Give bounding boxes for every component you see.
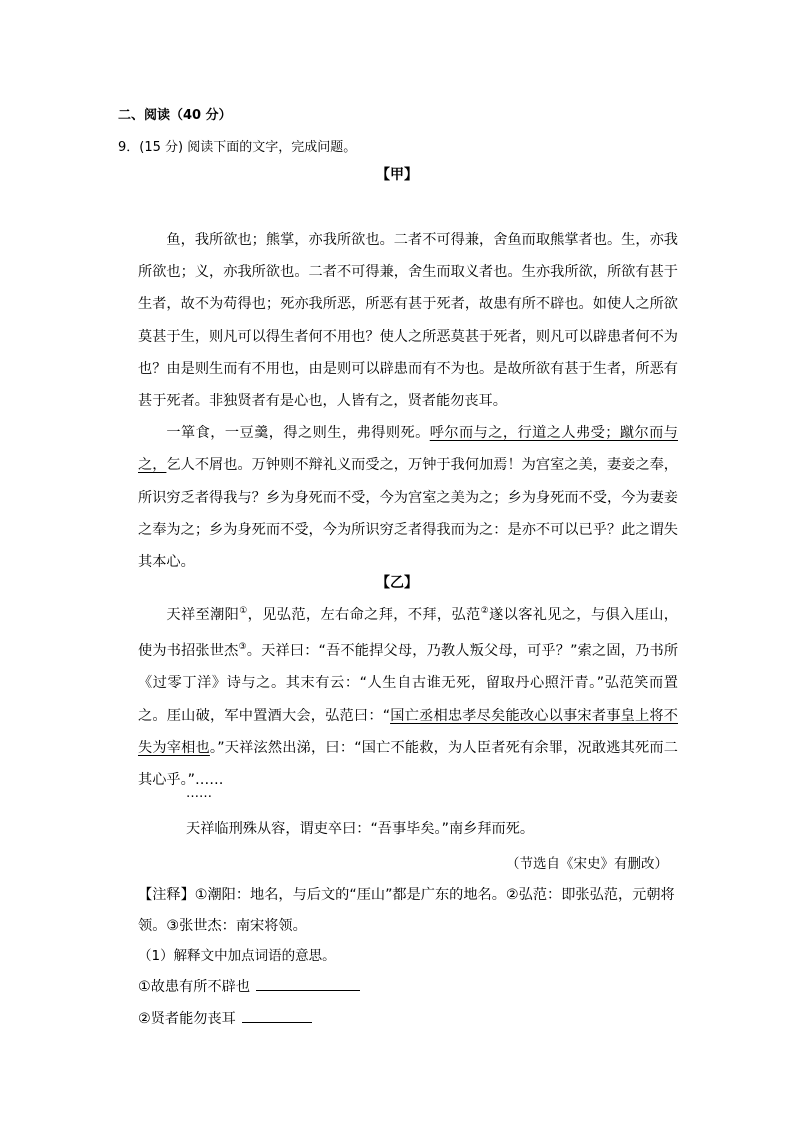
- passage-yi-paragraph: [138, 595, 678, 796]
- footnote-marker-1: ①: [239, 606, 248, 616]
- answer-blank-2[interactable]: [242, 1008, 312, 1023]
- passage-jia-paragraph-1: 鱼，我所欲也；熊掌，亦我所欲也。二者不可得兼，舍鱼而取熊掌者也。生，亦我所欲也；义，亦我所欲也。二者不可得兼，舍生而取义者也。生亦我所欲，所欲有甚于生者，故不为苟得也；死亦我所恶，所恶有甚于死者，故患有所不辟也。如使人之所欲莫甚于生，则凡可以得生者何不用也？使人之所恶莫甚于死者，则凡可以辟患者何不为也？由是则生而有不用也，由是则可以辟患而有不为也。是故所欲有甚于生者，所恶有甚于死者。非独贤者有是心也，人皆有之，贤者能勿丧耳。: [138, 232, 678, 410]
- passage-yi-heading: 【乙】: [376, 575, 418, 591]
- subquestion-1-item-2: [138, 1008, 312, 1028]
- section-title: 二、阅读（40 分）: [118, 108, 232, 123]
- passage-jia-heading: 【甲】: [376, 167, 418, 183]
- passage-jia-paragraph-2: [138, 417, 678, 578]
- subquestion-1-prompt: （1）解释文中加点词语的意思。: [138, 948, 336, 964]
- passage-jia-p2-text-b: 乞人不屑也。万钟则不辩礼义而受之，万钟于我何加焉！为宫室之美，妻妾之奉，所识穷乏者得我与？乡为身死而不受，今为宫室之美为之；乡为身死而不受，今为妻妾之奉为之；乡为身死而不受，今为所识穷乏者得我而为之：是亦不可以已乎？此之谓失其本心。: [138, 457, 678, 571]
- question-prompt: 9．(15 分) 阅读下面的文字，完成问题。: [118, 140, 357, 155]
- passage-yi-text-1: 天祥至潮阳: [166, 607, 240, 623]
- passage-jia-underlined-sentence: 呼尔而与之，行道之人弗受；蹴尔而与之，: [138, 425, 678, 474]
- ellipsis: ……: [186, 786, 212, 801]
- subquestion-1-item-1: [138, 976, 360, 996]
- passage-jia-p2-text-a: 一箪食，一豆羹，得之则生，弗得则死。: [166, 425, 430, 442]
- annotation-note: 【注释】①潮阳：地名，与后文的“厓山”都是广东的地名。②弘范：即张弘范，元朝将领。③张世杰：南宋将领。: [138, 887, 675, 934]
- passage-yi-text-3: 遂以客礼见之，与俱入厓山，使为书招张世杰: [138, 607, 678, 660]
- passage-yi-final-line: 天祥临刑殊从容，谓吏卒曰：“吾事毕矣。”南乡拜而死。: [186, 821, 535, 837]
- passage-yi: [138, 595, 678, 796]
- passage-jia: [138, 224, 678, 578]
- passage-yi-text-2: ，见弘范，左右命之拜，不拜，弘范: [247, 607, 481, 623]
- answer-blank-1[interactable]: [256, 976, 360, 991]
- item-2-text: ②贤者能勿丧耳: [138, 1011, 236, 1027]
- footnote-marker-3: ③: [238, 642, 247, 653]
- passage-yi-text-5: 。”天祥泫然出涕，曰：“国亡不能救，为人臣者死有余罪，况敢逃其死而二其心乎。”……: [138, 739, 678, 789]
- item-1-text: ①故患有所不辟也: [138, 979, 251, 995]
- source-citation: （节选自《宋史》有删改）: [506, 856, 668, 872]
- footnote-marker-2: ②: [480, 606, 490, 616]
- passage-yi-underlined-sentence: 国亡丞相忠孝尽矣能改心以事宋者事皇上将不失为宰相也: [138, 707, 678, 756]
- passage-yi-text-4: 。天祥曰：“吾不能捍父母，乃教人叛父母，可乎？”索之固，乃书所《过零丁洋》诗与之。其末有云：“人生自古谁无死，留取丹心照汗青。”弘范笑而置之。厓山破，军中置酒大会，弘范曰：“: [138, 643, 679, 724]
